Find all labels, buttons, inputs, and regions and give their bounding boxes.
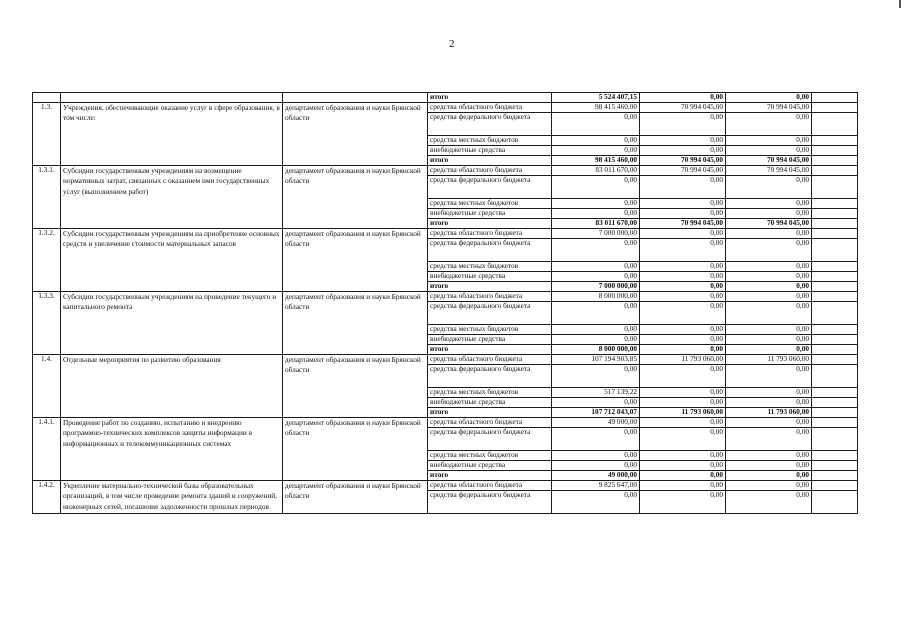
empty-cell <box>812 345 858 355</box>
empty-cell <box>812 325 858 335</box>
blank-cell <box>283 93 428 103</box>
amount-cell: 0,00 <box>640 229 726 239</box>
amount-cell: 70 994 045,00 <box>640 166 726 176</box>
empty-cell <box>812 219 858 229</box>
item-name: Субсидии государственным учреждениям на проведение текущего и капитального ремонта <box>61 292 283 355</box>
empty-cell <box>812 146 858 156</box>
funding-source: средства местных бюджетов <box>428 451 552 461</box>
carry-over-row <box>33 93 858 103</box>
amount-cell: 0,00 <box>726 365 812 388</box>
empty-cell <box>812 461 858 471</box>
scan-mark <box>899 0 901 8</box>
table-row <box>33 166 858 176</box>
table-row <box>33 229 858 239</box>
amount-cell: 8 000 000,00 <box>552 292 640 302</box>
empty-cell <box>812 335 858 345</box>
amount-cell: 0,00 <box>726 325 812 335</box>
amount-cell: 0,00 <box>552 272 640 282</box>
empty-cell <box>812 398 858 408</box>
amount-cell: 98 415 460,00 <box>552 156 640 166</box>
amount-cell: 11 793 060,00 <box>640 408 726 418</box>
amount-cell: 49 000,00 <box>552 471 640 481</box>
funding-source: средства местных бюджетов <box>428 262 552 272</box>
table-body <box>33 93 858 514</box>
amount-cell: 70 994 045,00 <box>726 156 812 166</box>
amount-cell: 0,00 <box>552 451 640 461</box>
item-number: 1.3.3. <box>33 292 61 355</box>
amount-cell: 70 994 045,00 <box>726 166 812 176</box>
funding-source: средства федерального бюджета <box>428 491 552 514</box>
empty-cell <box>812 239 858 262</box>
empty-cell <box>812 282 858 292</box>
item-number: 1.4.2. <box>33 481 61 514</box>
funding-source: средства федерального бюджета <box>428 302 552 325</box>
funding-source: средства местных бюджетов <box>428 388 552 398</box>
amount-cell: 0,00 <box>726 335 812 345</box>
funding-source: средства областного бюджета <box>428 418 552 428</box>
funding-source: итого <box>428 471 552 481</box>
item-number: 1.3.2. <box>33 229 61 292</box>
empty-cell <box>812 262 858 272</box>
empty-cell <box>812 93 858 103</box>
empty-cell <box>812 103 858 113</box>
funding-source: внебюджетные средства <box>428 398 552 408</box>
amount-cell: 70 994 045,00 <box>640 103 726 113</box>
amount-cell: 107 712 043,07 <box>552 408 640 418</box>
amount-cell: 0,00 <box>552 239 640 262</box>
amount-cell: 0,00 <box>726 451 812 461</box>
funding-source: средства областного бюджета <box>428 229 552 239</box>
responsible-department: департамент образования и науки Брянской области <box>283 229 428 292</box>
table-row <box>33 418 858 428</box>
responsible-department: департамент образования и науки Брянской области <box>283 103 428 166</box>
funding-source: средства федерального бюджета <box>428 365 552 388</box>
amount-cell: 0,00 <box>552 176 640 199</box>
amount-cell: 0,00 <box>552 136 640 146</box>
item-name: Субсидии государственным учреждениям на приобретение основных средств и увеличение стоимости материальных запасов <box>61 229 283 292</box>
empty-cell <box>812 388 858 398</box>
amount-cell: 0,00 <box>726 229 812 239</box>
amount-cell: 0,00 <box>640 199 726 209</box>
amount-cell: 0,00 <box>726 136 812 146</box>
funding-source: итого <box>428 93 552 103</box>
responsible-department: департамент образования и науки Брянской области <box>283 166 428 229</box>
empty-cell <box>812 229 858 239</box>
item-name: Проведение работ по созданию, испытанию и внедрению программно-технических комплексов защиты информации в информационных и телекоммуникационных системах <box>61 418 283 481</box>
amount-cell: 0,00 <box>726 146 812 156</box>
amount-cell: 0,00 <box>640 146 726 156</box>
funding-source: средства областного бюджета <box>428 481 552 491</box>
amount-cell: 0,00 <box>640 481 726 491</box>
amount-cell: 0,00 <box>552 302 640 325</box>
item-name: Учреждения, обеспечивающие оказание услуг в сфере образования, в том числе: <box>61 103 283 166</box>
amount-cell: 0,00 <box>640 113 726 136</box>
amount-cell: 11 793 060,00 <box>726 408 812 418</box>
amount-cell: 0,00 <box>726 239 812 262</box>
amount-cell: 0,00 <box>726 481 812 491</box>
table-row <box>33 481 858 491</box>
empty-cell <box>812 428 858 451</box>
amount-cell: 70 994 045,00 <box>726 103 812 113</box>
item-number: 1.4.1. <box>33 418 61 481</box>
amount-cell: 0,00 <box>726 282 812 292</box>
funding-source: средства местных бюджетов <box>428 325 552 335</box>
amount-cell: 0,00 <box>552 209 640 219</box>
amount-cell: 0,00 <box>726 93 812 103</box>
funding-source: итого <box>428 219 552 229</box>
amount-cell: 0,00 <box>640 388 726 398</box>
empty-cell <box>812 292 858 302</box>
funding-source: итого <box>428 156 552 166</box>
empty-cell <box>812 418 858 428</box>
amount-cell: 0,00 <box>640 239 726 262</box>
amount-cell: 0,00 <box>640 335 726 345</box>
amount-cell: 7 000 000,00 <box>552 282 640 292</box>
amount-cell: 0,00 <box>640 262 726 272</box>
amount-cell: 0,00 <box>640 302 726 325</box>
amount-cell: 0,00 <box>640 451 726 461</box>
item-name: Субсидии государственным учреждениям на возмещение нормативных затрат, связанных с оказанием ими государственных услуг (выполнением работ) <box>61 166 283 229</box>
amount-cell: 0,00 <box>726 302 812 325</box>
empty-cell <box>812 156 858 166</box>
amount-cell: 0,00 <box>726 398 812 408</box>
amount-cell: 0,00 <box>726 262 812 272</box>
amount-cell: 0,00 <box>640 93 726 103</box>
responsible-department: департамент образования и науки Брянской области <box>283 355 428 418</box>
amount-cell: 0,00 <box>640 209 726 219</box>
amount-cell: 0,00 <box>552 262 640 272</box>
funding-source: внебюджетные средства <box>428 461 552 471</box>
empty-cell <box>812 199 858 209</box>
amount-cell: 0,00 <box>640 282 726 292</box>
amount-cell: 0,00 <box>726 471 812 481</box>
table-row <box>33 103 858 113</box>
item-number: 1.3. <box>33 103 61 166</box>
amount-cell: 0,00 <box>640 398 726 408</box>
empty-cell <box>812 451 858 461</box>
amount-cell: 0,00 <box>552 491 640 514</box>
amount-cell: 0,00 <box>726 209 812 219</box>
empty-cell <box>812 166 858 176</box>
amount-cell: 517 139,22 <box>552 388 640 398</box>
funding-source: средства федерального бюджета <box>428 428 552 451</box>
table-row <box>33 292 858 302</box>
responsible-department: департамент образования и науки Брянской области <box>283 481 428 514</box>
amount-cell: 70 994 045,00 <box>640 156 726 166</box>
blank-cell <box>33 93 61 103</box>
amount-cell: 0,00 <box>640 272 726 282</box>
funding-source: средства местных бюджетов <box>428 136 552 146</box>
table-row <box>33 355 858 365</box>
amount-cell: 0,00 <box>640 136 726 146</box>
item-number: 1.4. <box>33 355 61 418</box>
amount-cell: 7 000 000,00 <box>552 229 640 239</box>
amount-cell: 0,00 <box>552 398 640 408</box>
funding-source: внебюджетные средства <box>428 272 552 282</box>
amount-cell: 0,00 <box>640 365 726 388</box>
empty-cell <box>812 365 858 388</box>
amount-cell: 0,00 <box>726 345 812 355</box>
amount-cell: 9 825 647,00 <box>552 481 640 491</box>
amount-cell: 11 793 060,00 <box>640 355 726 365</box>
funding-source: итого <box>428 408 552 418</box>
amount-cell: 0,00 <box>552 428 640 451</box>
amount-cell: 0,00 <box>726 272 812 282</box>
amount-cell: 0,00 <box>552 335 640 345</box>
amount-cell: 0,00 <box>726 199 812 209</box>
funding-source: средства областного бюджета <box>428 355 552 365</box>
empty-cell <box>812 491 858 514</box>
empty-cell <box>812 209 858 219</box>
funding-source: средства местных бюджетов <box>428 199 552 209</box>
funding-source: средства федерального бюджета <box>428 176 552 199</box>
empty-cell <box>812 272 858 282</box>
funding-source: средства федерального бюджета <box>428 113 552 136</box>
amount-cell: 0,00 <box>552 113 640 136</box>
empty-cell <box>812 302 858 325</box>
empty-cell <box>812 481 858 491</box>
amount-cell: 8 000 000,00 <box>552 345 640 355</box>
amount-cell: 0,00 <box>640 176 726 199</box>
amount-cell: 0,00 <box>726 461 812 471</box>
item-name: Отдельные мероприятия по развитию образования <box>61 355 283 418</box>
amount-cell: 70 994 045,00 <box>640 219 726 229</box>
amount-cell: 0,00 <box>726 113 812 136</box>
amount-cell: 0,00 <box>640 461 726 471</box>
amount-cell: 0,00 <box>640 292 726 302</box>
blank-cell <box>61 93 283 103</box>
amount-cell: 0,00 <box>640 471 726 481</box>
amount-cell: 11 793 060,00 <box>726 355 812 365</box>
responsible-department: департамент образования и науки Брянской области <box>283 418 428 481</box>
empty-cell <box>812 136 858 146</box>
item-name: Укрепление материально-технической базы образовательных организаций, в том числе проведение ремонта зданий и сооружений, инженерных сетей, погашение задолженности прошлых периодов <box>61 481 283 514</box>
budget-table <box>32 92 858 514</box>
amount-cell: 0,00 <box>552 146 640 156</box>
funding-source: средства областного бюджета <box>428 103 552 113</box>
funding-source: итого <box>428 345 552 355</box>
item-number: 1.3.1. <box>33 166 61 229</box>
funding-source: внебюджетные средства <box>428 146 552 156</box>
empty-cell <box>812 408 858 418</box>
funding-source: внебюджетные средства <box>428 335 552 345</box>
empty-cell <box>812 471 858 481</box>
empty-cell <box>812 113 858 136</box>
funding-source: средства областного бюджета <box>428 166 552 176</box>
amount-cell: 70 994 045,00 <box>726 219 812 229</box>
amount-cell: 0,00 <box>640 491 726 514</box>
funding-source: итого <box>428 282 552 292</box>
amount-cell: 98 415 460,00 <box>552 103 640 113</box>
funding-source: средства областного бюджета <box>428 292 552 302</box>
amount-cell: 0,00 <box>552 199 640 209</box>
amount-cell: 0,00 <box>552 461 640 471</box>
amount-cell: 0,00 <box>552 365 640 388</box>
amount-cell: 107 194 903,85 <box>552 355 640 365</box>
amount-cell: 0,00 <box>726 491 812 514</box>
amount-cell: 0,00 <box>726 418 812 428</box>
amount-cell: 0,00 <box>640 418 726 428</box>
amount-cell: 0,00 <box>640 428 726 451</box>
amount-cell: 5 524 407,15 <box>552 93 640 103</box>
amount-cell: 0,00 <box>726 388 812 398</box>
amount-cell: 83 011 670,00 <box>552 219 640 229</box>
amount-cell: 0,00 <box>640 325 726 335</box>
responsible-department: департамент образования и науки Брянской области <box>283 292 428 355</box>
amount-cell: 49 000,00 <box>552 418 640 428</box>
amount-cell: 0,00 <box>552 325 640 335</box>
amount-cell: 0,00 <box>640 345 726 355</box>
amount-cell: 0,00 <box>726 176 812 199</box>
funding-source: внебюджетные средства <box>428 209 552 219</box>
page-number: 2 <box>449 38 455 50</box>
amount-cell: 0,00 <box>726 292 812 302</box>
empty-cell <box>812 176 858 199</box>
amount-cell: 83 011 670,00 <box>552 166 640 176</box>
funding-source: средства федерального бюджета <box>428 239 552 262</box>
empty-cell <box>812 355 858 365</box>
amount-cell: 0,00 <box>726 428 812 451</box>
